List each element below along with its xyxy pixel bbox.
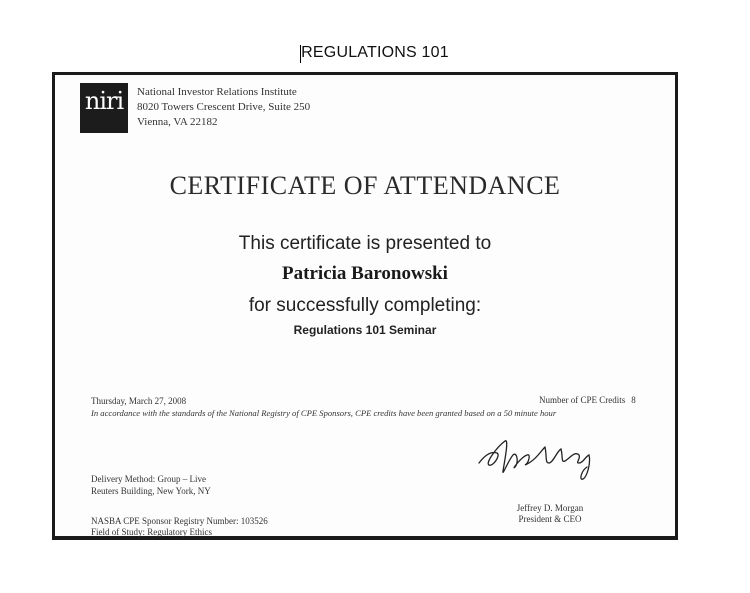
cpe-credits-value: 8 (631, 395, 636, 405)
certificate-title: CERTIFICATE OF ATTENDANCE (169, 171, 561, 200)
institute-address-line2: Vienna, VA 22182 (137, 116, 218, 128)
cpe-credits (539, 395, 636, 405)
seminar-name: Regulations 101 Seminar (293, 323, 437, 337)
completing-line: for successfully completing: (248, 295, 482, 316)
institute-name: National Investor Relations Institute (137, 86, 297, 98)
nasba-number: NASBA CPE Sponsor Registry Number: 103526 (91, 516, 268, 526)
signer-block (475, 503, 625, 525)
presented-line: This certificate is presented to (238, 233, 492, 254)
accordance-note: In accordance with the standards of the National Registry of CPE Sponsors, CPE credits have been granted based on a 50 minute hour (91, 408, 557, 418)
certificate-date: Thursday, March 27, 2008 (91, 396, 187, 406)
delivery-info (91, 473, 211, 497)
niri-logo (80, 83, 128, 133)
event-location: Reuters Building, New York, NY (91, 486, 211, 496)
signer-title: President & CEO (518, 514, 582, 524)
institute-address-line1: 8020 Towers Crescent Drive, Suite 250 (137, 101, 311, 113)
certificate (52, 72, 678, 540)
signer-name: Jeffrey D. Morgan (516, 503, 584, 513)
institute-block (137, 85, 310, 130)
registry-info (91, 516, 268, 538)
recipient-name: Patricia Baronowski (282, 263, 448, 284)
logo-text: niri (84, 87, 124, 115)
text-cursor (300, 45, 301, 63)
signature (475, 433, 605, 483)
field-of-study: Field of Study: Regulatory Ethics (91, 527, 212, 537)
document-heading: REGULATIONS 101 (301, 44, 449, 61)
delivery-method: Delivery Method: Group – Live (91, 474, 206, 484)
cpe-credits-label: Number of CPE Credits (539, 395, 626, 405)
